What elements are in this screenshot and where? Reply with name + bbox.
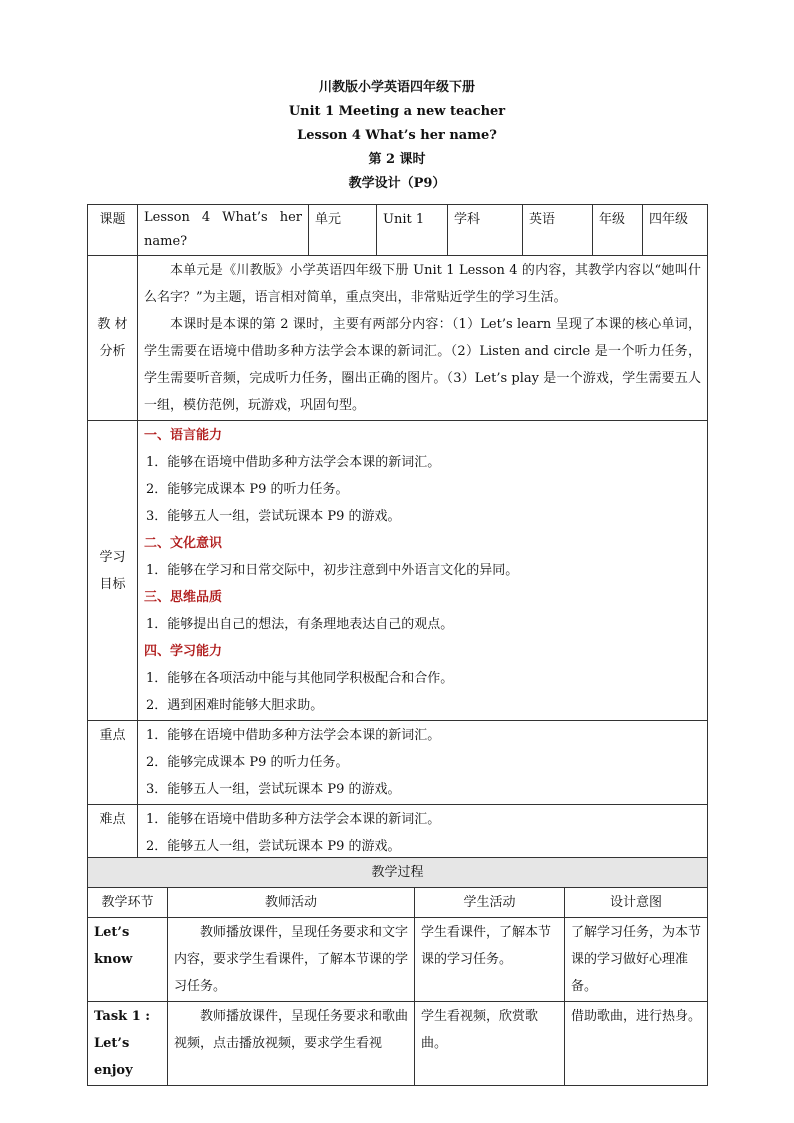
objective-section-learning: 四、学习能力 [144, 644, 223, 659]
objective-item: 1．能够在各项活动中能与其他同学积极配合和合作。 [146, 671, 454, 686]
process-teacher-activity: 教师播放课件，呈现任务要求和文字内容，要求学生看课件，了解本节课的学习任务。 [168, 918, 415, 1002]
column-header-intent: 设计意图 [565, 888, 708, 918]
header-design-title: 教学设计（P9） [348, 176, 446, 191]
difficulties-content [138, 805, 708, 862]
process-row [88, 1002, 708, 1086]
unit-value: Unit 1 [377, 205, 448, 256]
key-points-label: 重点 [88, 721, 138, 805]
process-student-activity: 学生看课件，了解本节课的学习任务。 [415, 918, 565, 1002]
objective-item: 1．能够在语境中借助多种方法学会本课的新词汇。 [146, 455, 441, 470]
objectives-row [88, 421, 708, 721]
process-student-activity: 学生看视频，欣赏歌曲。 [415, 1002, 565, 1086]
process-title: 教学过程 [88, 858, 708, 888]
process-row [88, 918, 708, 1002]
process-stage: Task 1 : Let’s enjoy [88, 1002, 168, 1086]
objectives-label: 学习 目标 [88, 421, 138, 721]
key-point-item: 1．能够在语境中借助多种方法学会本课的新词汇。 [146, 728, 441, 743]
column-header-stage: 教学环节 [88, 888, 168, 918]
key-points-content [138, 721, 708, 805]
objective-item: 2．遇到困难时能够大胆求助。 [146, 698, 324, 713]
info-row [88, 205, 708, 256]
objective-item: 3．能够五人一组，尝试玩课本 P9 的游戏。 [146, 509, 401, 524]
unit-label: 单元 [309, 205, 377, 256]
grade-value: 四年级 [643, 205, 708, 256]
subject-label: 学科 [448, 205, 523, 256]
process-header-row [88, 888, 708, 918]
header-period: 第 2 课时 [368, 152, 426, 167]
key-point-item: 2．能够完成课本 P9 的听力任务。 [146, 755, 349, 770]
objectives-content [138, 421, 708, 721]
topic-value: Lesson 4 What’s her name? [138, 205, 309, 256]
process-intent: 了解学习任务，为本节课的学习做好心理准备。 [565, 918, 708, 1002]
key-point-item: 3．能够五人一组，尝试玩课本 P9 的游戏。 [146, 782, 401, 797]
difficulty-item: 2．能够五人一组，尝试玩课本 P9 的游戏。 [146, 839, 401, 854]
process-intent: 借助歌曲，进行热身。 [565, 1002, 708, 1086]
analysis-label: 教 材 分析 [88, 256, 138, 421]
objective-item: 1．能够提出自己的想法，有条理地表达自己的观点。 [146, 617, 454, 632]
grade-label: 年级 [593, 205, 643, 256]
difficulties-row [88, 805, 708, 862]
objective-section-thinking: 三、思维品质 [144, 590, 223, 605]
document-header [0, 76, 794, 196]
key-points-row [88, 721, 708, 805]
analysis-paragraph-1: 本单元是《川教版》小学英语四年级下册 Unit 1 Lesson 4 的内容，其教学内容以“她叫什么名字？”为主题，语言相对简单，重点突出，非常贴近学生的学习生活。 [144, 263, 701, 305]
objective-section-culture: 二、文化意识 [144, 536, 223, 551]
analysis-paragraph-2: 本课时是本课的第 2 课时，主要有两部分内容：（1）Let’s learn 呈现了本课的核心单词，学生需要在语境中借助多种方法学会本课的新词汇。（2）Listen and circle 是一个听力任务，学生需要听音频，完成听力任务，圈出正确的图片。（3）Let’s play 是一个游戏，学生需要五人一组，模仿范例，玩游戏，巩固句型。 [144, 317, 701, 413]
column-header-teacher: 教师活动 [168, 888, 415, 918]
analysis-content [138, 256, 708, 421]
objective-section-language: 一、语言能力 [144, 428, 223, 443]
process-teacher-activity: 教师播放课件，呈现任务要求和歌曲视频，点击播放视频，要求学生看视 [168, 1002, 415, 1086]
teaching-process-table [87, 857, 708, 1086]
process-title-row [88, 858, 708, 888]
header-unit-title: Unit 1 Meeting a new teacher [288, 104, 506, 119]
lesson-info-table [87, 204, 708, 862]
objective-item: 2．能够完成课本 P9 的听力任务。 [146, 482, 349, 497]
process-stage: Let’s know [88, 918, 168, 1002]
subject-value: 英语 [523, 205, 593, 256]
analysis-row [88, 256, 708, 421]
column-header-student: 学生活动 [415, 888, 565, 918]
topic-label: 课题 [88, 205, 138, 256]
difficulty-item: 1．能够在语境中借助多种方法学会本课的新词汇。 [146, 812, 441, 827]
difficulties-label: 难点 [88, 805, 138, 862]
header-book-title: 川教版小学英语四年级下册 [318, 80, 475, 95]
objective-item: 1．能够在学习和日常交际中，初步注意到中外语言文化的异同。 [146, 563, 519, 578]
header-lesson-title: Lesson 4 What’s her name? [297, 128, 497, 143]
